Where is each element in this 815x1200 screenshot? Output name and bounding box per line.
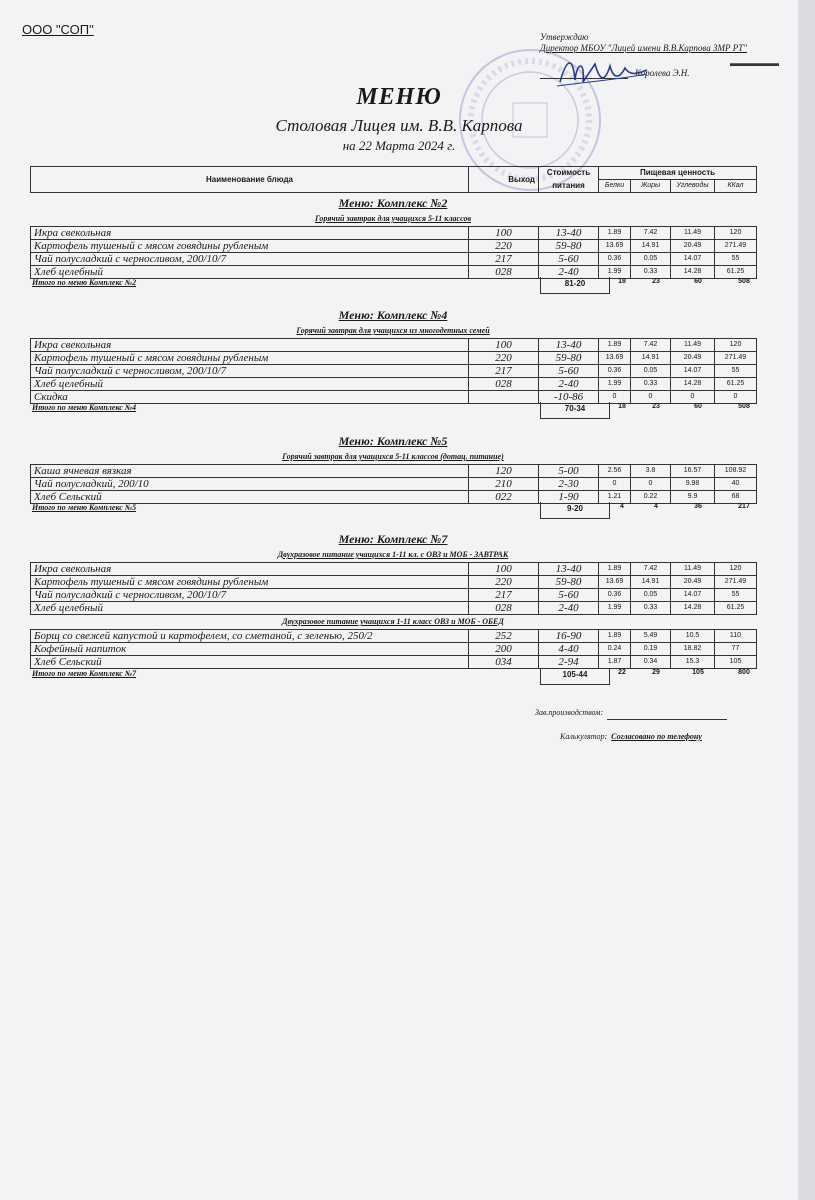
menu-row xyxy=(31,391,757,404)
header-fat: Жиры xyxy=(631,180,671,193)
dish-protein: 1.89 xyxy=(599,339,631,352)
section-total xyxy=(30,503,756,517)
document-title: МЕНЮ xyxy=(356,84,442,110)
menu-row xyxy=(31,656,757,669)
dish-name: Хлеб Сельский xyxy=(31,491,469,504)
dish-carbs: 20.49 xyxy=(671,352,715,365)
dish-carbs: 20.49 xyxy=(671,240,715,253)
approval-role: Директор МБОУ "Лицей имени В.В.Карпова ЗМР РТ" xyxy=(540,43,747,53)
approver-name: Королева Э.Н. xyxy=(635,68,690,78)
header-price: Стоимость xyxy=(539,167,599,180)
production-label: Зав.производством: xyxy=(535,708,604,717)
dish-kcal: 61.25 xyxy=(715,266,757,279)
total-carbs: 105 xyxy=(692,668,704,676)
dish-price: 5-60 xyxy=(539,365,599,378)
dish-output: 028 xyxy=(469,266,539,279)
dish-name: Хлеб целебный xyxy=(31,266,469,279)
total-kcal: 217 xyxy=(738,503,750,511)
dish-kcal: 0 xyxy=(715,391,757,404)
dish-protein: 2.56 xyxy=(599,465,631,478)
dish-name: Скидка xyxy=(31,391,469,404)
dish-price: 59-80 xyxy=(539,576,599,589)
menu-row xyxy=(31,240,757,253)
dish-output: 217 xyxy=(469,589,539,602)
dish-protein: 0.24 xyxy=(599,643,631,656)
total-carbs: 60 xyxy=(694,278,702,286)
dish-kcal: 55 xyxy=(715,589,757,602)
dish-protein: 13.69 xyxy=(599,240,631,253)
dish-name: Икра свекольная xyxy=(31,339,469,352)
total-protein: 18 xyxy=(618,403,626,410)
dish-protein: 1.89 xyxy=(599,630,631,643)
dish-carbs: 20.49 xyxy=(671,576,715,589)
section-title: Меню: Комплекс №7 xyxy=(338,532,448,546)
menu-row xyxy=(31,465,757,478)
dish-carbs: 15.3 xyxy=(671,656,715,669)
margin-scribble: ▬▬▬▬▬▬ xyxy=(730,58,778,68)
dish-protein: 1.99 xyxy=(599,266,631,279)
total-fat: 23 xyxy=(652,403,660,410)
dish-fat: 14.91 xyxy=(631,576,671,589)
dish-protein: 0.36 xyxy=(599,589,631,602)
dish-carbs: 11.49 xyxy=(671,563,715,576)
header-price-2: питания xyxy=(539,180,599,193)
dish-name: Чай полусладкий с черносливом, 200/10/7 xyxy=(31,589,469,602)
menu-row xyxy=(31,478,757,491)
dish-name: Каша ячневая вязкая xyxy=(31,465,469,478)
dish-name: Хлеб Сельский xyxy=(31,656,469,669)
dish-carbs: 9.9 xyxy=(671,491,715,504)
dish-kcal: 108.92 xyxy=(715,465,757,478)
total-sum: 9-20 xyxy=(540,502,610,519)
dish-kcal: 120 xyxy=(715,227,757,240)
dish-fat: 0.33 xyxy=(631,602,671,615)
dish-name: Хлеб целебный xyxy=(31,602,469,615)
header-carbs: Углеводы xyxy=(671,180,715,193)
dish-output xyxy=(469,391,539,404)
header-nutrition: Пищевая ценность xyxy=(599,167,757,180)
dish-price: 16-90 xyxy=(539,630,599,643)
total-carbs: 36 xyxy=(694,503,702,511)
dish-fat: 5.49 xyxy=(631,630,671,643)
total-protein: 22 xyxy=(618,668,626,676)
menu-row xyxy=(31,630,757,643)
dish-price: 2-94 xyxy=(539,656,599,669)
dish-carbs: 14.07 xyxy=(671,365,715,378)
dish-protein: 0 xyxy=(599,478,631,491)
menu-row xyxy=(31,365,757,378)
group-subtitle: Горячий завтрак для учащихся 5-11 классов (дотац. питание) xyxy=(282,452,504,461)
section-title: Меню: Комплекс №4 xyxy=(338,308,448,322)
total-fat: 23 xyxy=(652,278,660,286)
menu-row xyxy=(31,339,757,352)
total-fat: 29 xyxy=(652,668,660,676)
header-protein: Белки xyxy=(599,180,631,193)
dish-protein: 1.89 xyxy=(599,227,631,240)
approval-label: Утверждаю xyxy=(540,32,589,42)
dish-output: 220 xyxy=(469,352,539,365)
dish-carbs: 14.28 xyxy=(671,378,715,391)
menu-table xyxy=(30,226,757,279)
group-subtitle: Горячий завтрак для учащихся из многодетных семей xyxy=(296,326,490,335)
dish-price: 59-80 xyxy=(539,352,599,365)
dish-output: 252 xyxy=(469,630,539,643)
dish-name: Чай полусладкий с черносливом, 200/10/7 xyxy=(31,365,469,378)
dish-protein: 1.21 xyxy=(599,491,631,504)
dish-protein: 13.69 xyxy=(599,576,631,589)
dish-kcal: 68 xyxy=(715,491,757,504)
dish-output: 217 xyxy=(469,253,539,266)
dish-output: 028 xyxy=(469,602,539,615)
dish-carbs: 14.07 xyxy=(671,253,715,266)
dish-protein: 0 xyxy=(599,391,631,404)
dish-kcal: 55 xyxy=(715,253,757,266)
dish-price: 5-60 xyxy=(539,589,599,602)
dish-protein: 13.69 xyxy=(599,352,631,365)
dish-fat: 0.19 xyxy=(631,643,671,656)
dish-fat: 7.42 xyxy=(631,339,671,352)
dish-carbs: 0 xyxy=(671,391,715,404)
dish-name: Икра свекольная xyxy=(31,227,469,240)
dish-kcal: 271.49 xyxy=(715,352,757,365)
approval-block xyxy=(540,32,785,78)
dish-output: 200 xyxy=(469,643,539,656)
dish-price: 5-00 xyxy=(539,465,599,478)
menu-row xyxy=(31,352,757,365)
dish-name: Икра свекольная xyxy=(31,563,469,576)
total-carbs: 60 xyxy=(694,403,702,410)
menu-table xyxy=(30,338,757,404)
dish-price: 5-60 xyxy=(539,253,599,266)
menu-row xyxy=(31,491,757,504)
dish-protein: 1.87 xyxy=(599,656,631,669)
dish-name: Чай полусладкий, 200/10 xyxy=(31,478,469,491)
dish-kcal: 120 xyxy=(715,339,757,352)
dish-protein: 1.89 xyxy=(599,563,631,576)
dish-name: Картофель тушеный с мясом говядины рубленым xyxy=(31,240,469,253)
total-protein: 4 xyxy=(620,503,624,511)
dish-name: Картофель тушеный с мясом говядины рубленым xyxy=(31,576,469,589)
dish-name: Хлеб целебный xyxy=(31,378,469,391)
dish-kcal: 77 xyxy=(715,643,757,656)
dish-name: Кофейный напиток xyxy=(31,643,469,656)
menu-row xyxy=(31,589,757,602)
menu-row xyxy=(31,602,757,615)
dish-kcal: 61.25 xyxy=(715,602,757,615)
dish-price: 4-40 xyxy=(539,643,599,656)
dish-price: 2-40 xyxy=(539,378,599,391)
dish-fat: 0.05 xyxy=(631,589,671,602)
dish-fat: 3.8 xyxy=(631,465,671,478)
menu-row xyxy=(31,563,757,576)
section-title: Меню: Комплекс №2 xyxy=(338,196,448,210)
dish-carbs: 14.07 xyxy=(671,589,715,602)
total-sum: 105-44 xyxy=(540,668,610,685)
dish-protein: 1.99 xyxy=(599,378,631,391)
menu-row xyxy=(31,576,757,589)
dish-kcal: 271.49 xyxy=(715,240,757,253)
header-name: Наименование блюда xyxy=(31,167,469,193)
dish-output: 120 xyxy=(469,465,539,478)
dish-name: Чай полусладкий с черносливом, 200/10/7 xyxy=(31,253,469,266)
dish-output: 028 xyxy=(469,378,539,391)
dish-carbs: 18.82 xyxy=(671,643,715,656)
dish-price: 2-40 xyxy=(539,266,599,279)
section-title: Меню: Комплекс №5 xyxy=(338,434,448,448)
total-label: Итого по меню Комплекс №4 xyxy=(32,403,137,412)
menu-table xyxy=(30,562,757,615)
menu-row xyxy=(31,253,757,266)
dish-fat: 7.42 xyxy=(631,227,671,240)
dish-price: 13-40 xyxy=(539,563,599,576)
dish-output: 220 xyxy=(469,240,539,253)
dish-fat: 0.22 xyxy=(631,491,671,504)
section-total xyxy=(30,403,756,417)
page-edge xyxy=(798,0,815,1200)
dish-protein: 0.36 xyxy=(599,365,631,378)
total-protein: 18 xyxy=(618,278,626,286)
dish-kcal: 120 xyxy=(715,563,757,576)
dish-price: 59-80 xyxy=(539,240,599,253)
total-kcal: 508 xyxy=(738,403,750,410)
menu-table xyxy=(30,464,757,504)
dish-output: 022 xyxy=(469,491,539,504)
dish-protein: 0.36 xyxy=(599,253,631,266)
section-total xyxy=(30,278,756,292)
section-total xyxy=(30,669,756,683)
dish-carbs: 10.5 xyxy=(671,630,715,643)
dish-kcal: 61.25 xyxy=(715,378,757,391)
group-subtitle: Двухразовое питание учащихся 1-11 класс ОВЗ и МОБ - ОБЕД xyxy=(282,617,504,627)
total-label: Итого по меню Комплекс №7 xyxy=(32,668,137,678)
dish-output: 100 xyxy=(469,227,539,240)
total-kcal: 800 xyxy=(738,668,750,676)
dish-kcal: 110 xyxy=(715,630,757,643)
dish-carbs: 14.28 xyxy=(671,266,715,279)
dish-kcal: 55 xyxy=(715,365,757,378)
dish-price: 2-30 xyxy=(539,478,599,491)
dish-fat: 0.05 xyxy=(631,253,671,266)
dish-carbs: 9.98 xyxy=(671,478,715,491)
document-subtitle: Столовая Лицея им. В.В. Карпова xyxy=(275,116,523,135)
dish-price: 13-40 xyxy=(539,339,599,352)
dish-fat: 0 xyxy=(631,478,671,491)
total-label: Итого по меню Комплекс №5 xyxy=(32,503,137,513)
menu-table xyxy=(30,629,757,669)
document-date: на 22 Марта 2024 г. xyxy=(342,138,456,153)
signatures-footer xyxy=(535,702,775,744)
total-sum: 81-20 xyxy=(540,277,610,294)
dish-fat: 0.33 xyxy=(631,266,671,279)
dish-fat: 0 xyxy=(631,391,671,404)
dish-carbs: 14.28 xyxy=(671,602,715,615)
dish-carbs: 11.49 xyxy=(671,227,715,240)
dish-output: 100 xyxy=(469,563,539,576)
menu-row xyxy=(31,266,757,279)
dish-price: -10-86 xyxy=(539,391,599,404)
dish-kcal: 105 xyxy=(715,656,757,669)
dish-fat: 14.91 xyxy=(631,240,671,253)
group-subtitle: Двухразовое питание учащихся 1-11 кл. с ОВЗ и МОБ - ЗАВТРАК xyxy=(277,550,509,559)
dish-fat: 7.42 xyxy=(631,563,671,576)
dish-price: 2-40 xyxy=(539,602,599,615)
dish-carbs: 16.57 xyxy=(671,465,715,478)
dish-output: 100 xyxy=(469,339,539,352)
organization-name: ООО "СОП" xyxy=(22,22,94,37)
group-subtitle: Горячий завтрак для учащихся 5-11 классов xyxy=(314,214,472,223)
header-output: Выход xyxy=(469,167,539,193)
dish-fat: 0.05 xyxy=(631,365,671,378)
total-sum: 70-34 xyxy=(540,402,610,419)
dish-output: 034 xyxy=(469,656,539,669)
dish-name: Борщ со свежей капустой и картофелем, со сметаной, с зеленью, 250/2 xyxy=(31,630,469,643)
dish-price: 13-40 xyxy=(539,227,599,240)
dish-fat: 0.34 xyxy=(631,656,671,669)
total-kcal: 508 xyxy=(738,278,750,286)
dish-price: 1-90 xyxy=(539,491,599,504)
menu-row xyxy=(31,227,757,240)
table-header xyxy=(30,166,757,193)
dish-carbs: 11.49 xyxy=(671,339,715,352)
total-fat: 4 xyxy=(654,503,658,511)
menu-row xyxy=(31,378,757,391)
production-signature-line xyxy=(607,709,727,720)
dish-protein: 1.99 xyxy=(599,602,631,615)
dish-kcal: 40 xyxy=(715,478,757,491)
total-label: Итого по меню Комплекс №2 xyxy=(32,278,137,288)
dish-name: Картофель тушеный с мясом говядины рубленым xyxy=(31,352,469,365)
calculator-label: Калькулятор: xyxy=(560,732,608,741)
menu-row xyxy=(31,643,757,656)
header-kcal: ККал xyxy=(715,180,757,193)
dish-fat: 14.91 xyxy=(631,352,671,365)
dish-fat: 0.33 xyxy=(631,378,671,391)
dish-kcal: 271.49 xyxy=(715,576,757,589)
dish-output: 210 xyxy=(469,478,539,491)
calculator-value: Согласовано по телефону xyxy=(611,732,702,741)
dish-output: 217 xyxy=(469,365,539,378)
dish-output: 220 xyxy=(469,576,539,589)
